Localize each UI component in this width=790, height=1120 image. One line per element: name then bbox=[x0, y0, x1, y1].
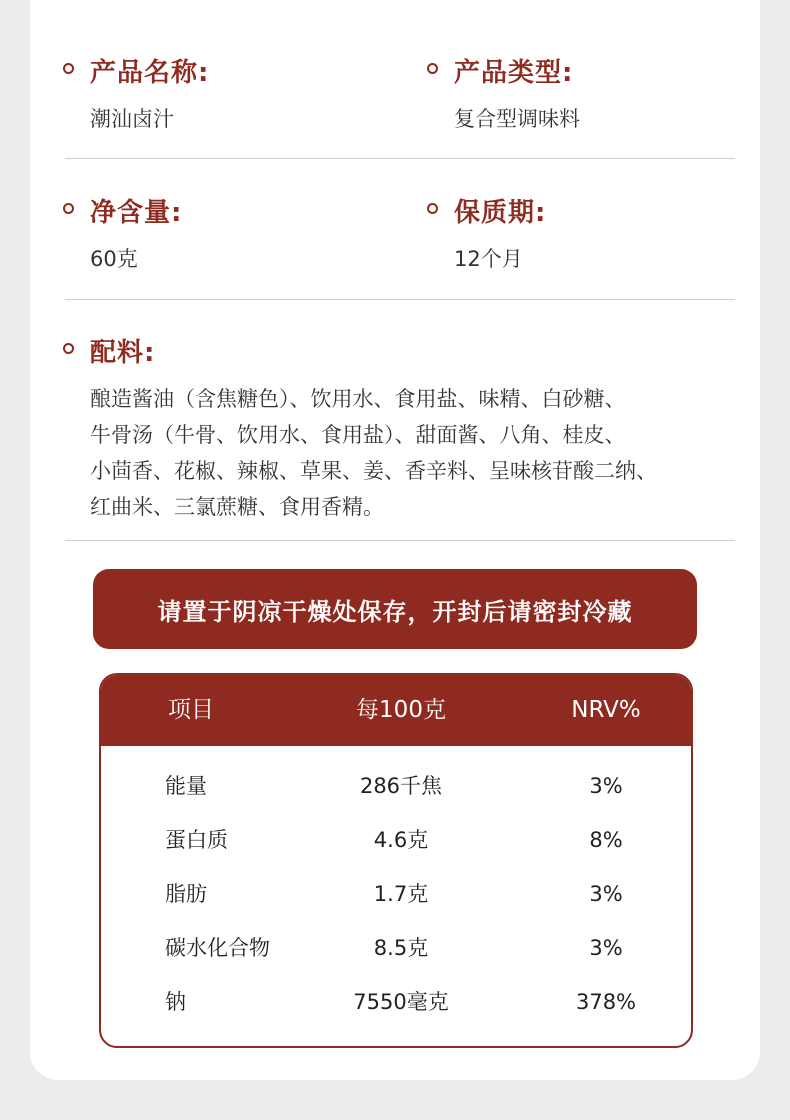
cell-nrv: 378% bbox=[575, 990, 637, 1014]
header-per100g: 每100克 bbox=[356, 697, 446, 723]
header-item: 项目 bbox=[168, 697, 214, 723]
ingredients-line: 小茴香、花椒、辣椒、草果、姜、香辛料、呈味核苷酸二纳、 bbox=[90, 459, 657, 483]
cell-item: 碳水化合物 bbox=[165, 936, 270, 960]
cell-per100g: 7550毫克 bbox=[353, 990, 449, 1014]
net-weight-label: 净含量: bbox=[90, 198, 183, 228]
shelf-life-value: 12个月 bbox=[454, 247, 523, 271]
product-type-value: 复合型调味料 bbox=[454, 107, 580, 131]
ingredients-line: 牛骨汤（牛骨、饮用水、食用盐）、甜面酱、八角、桂皮、 bbox=[90, 423, 626, 447]
cell-nrv: 8% bbox=[589, 828, 623, 852]
cell-item: 能量 bbox=[165, 774, 207, 798]
ingredients-line: 红曲米、三氯蔗糖、食用香精。 bbox=[90, 495, 384, 519]
cell-item: 脂肪 bbox=[165, 882, 207, 906]
table-row bbox=[101, 759, 691, 813]
ingredients-label: 配料: bbox=[90, 338, 156, 368]
cell-item: 蛋白质 bbox=[165, 828, 228, 852]
cell-per100g: 1.7克 bbox=[373, 882, 429, 906]
nutrition-table-header bbox=[101, 675, 691, 746]
header-nrv: NRV% bbox=[571, 697, 641, 723]
product-name-value: 潮汕卤汁 bbox=[90, 107, 174, 131]
cell-nrv: 3% bbox=[589, 774, 623, 798]
storage-notice-banner: 请置于阴凉干燥处保存，开封后请密封冷藏 bbox=[93, 569, 697, 649]
bullet-icon bbox=[427, 203, 438, 214]
table-row bbox=[101, 867, 691, 921]
bullet-icon bbox=[427, 63, 438, 74]
cell-item: 钠 bbox=[165, 990, 186, 1014]
table-row bbox=[101, 813, 691, 867]
bullet-icon bbox=[63, 343, 74, 354]
cell-per100g: 4.6克 bbox=[373, 828, 429, 852]
bullet-icon bbox=[63, 203, 74, 214]
product-name-label: 产品名称: bbox=[90, 58, 210, 88]
product-type-label: 产品类型: bbox=[454, 58, 574, 88]
ingredients-line: 酿造酱油（含焦糖色）、饮用水、食用盐、味精、白砂糖、 bbox=[90, 387, 626, 411]
cell-per100g: 286千焦 bbox=[359, 774, 443, 798]
cell-nrv: 3% bbox=[589, 882, 623, 906]
cell-nrv: 3% bbox=[589, 936, 623, 960]
shelf-life-label: 保质期: bbox=[454, 198, 547, 228]
cell-per100g: 8.5克 bbox=[373, 936, 429, 960]
divider bbox=[65, 299, 735, 300]
net-weight-value: 60克 bbox=[90, 247, 138, 271]
nutrition-table bbox=[99, 673, 693, 1048]
table-row bbox=[101, 921, 691, 975]
table-row bbox=[101, 975, 691, 1029]
divider bbox=[65, 158, 735, 159]
divider bbox=[65, 540, 735, 541]
bullet-icon bbox=[63, 63, 74, 74]
